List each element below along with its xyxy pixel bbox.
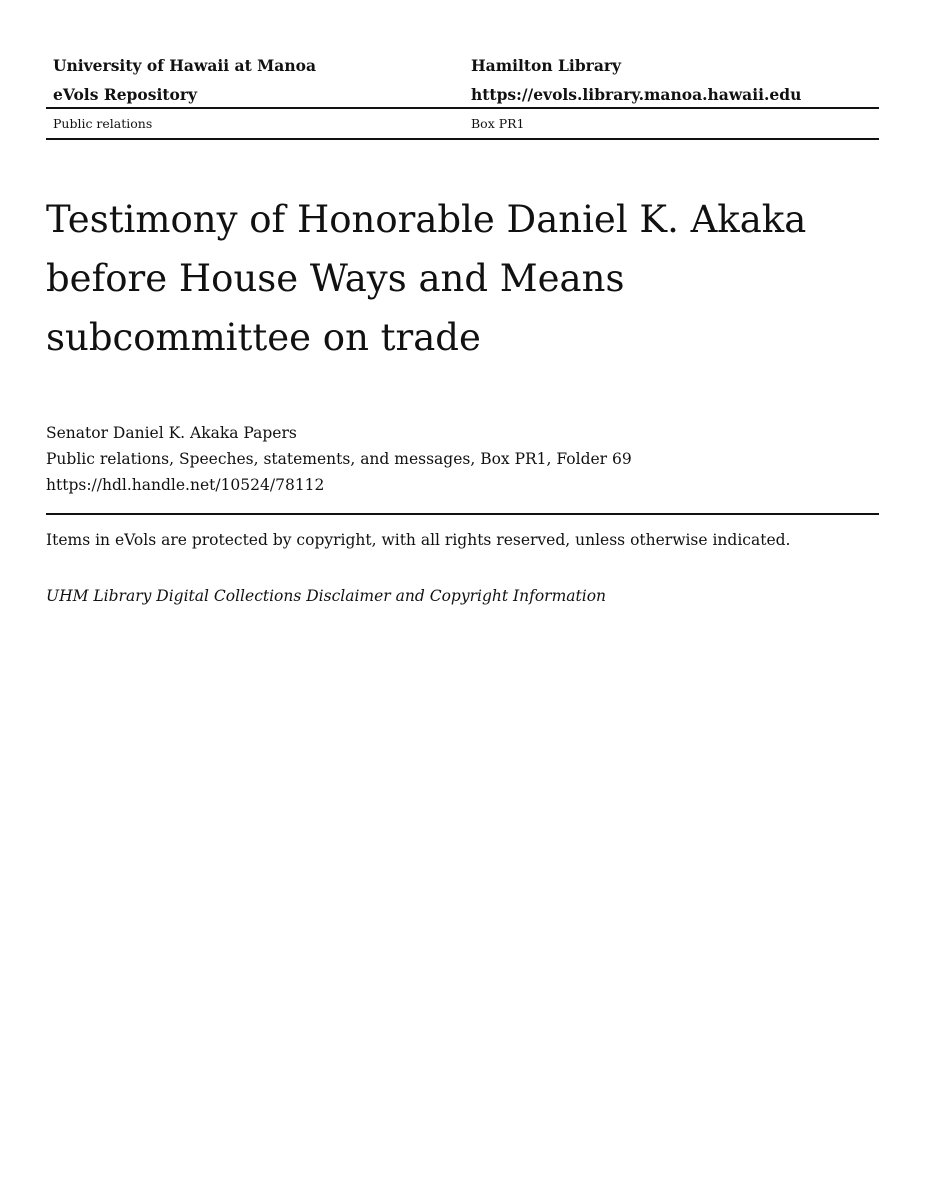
header-row-2 bbox=[46, 81, 879, 109]
institution-name: University of Hawaii at Manoa bbox=[53, 56, 316, 75]
document-metadata bbox=[46, 420, 879, 498]
header-row-1 bbox=[46, 50, 879, 81]
repository-url-link[interactable]: https://evols.library.manoa.hawaii.edu bbox=[471, 84, 802, 104]
box-label: Box PR1 bbox=[471, 116, 525, 131]
disclaimer-link[interactable]: UHM Library Digital Collections Disclaimer and Copyright Information bbox=[46, 587, 607, 605]
document-title: Testimony of Honorable Daniel K. Akaka before House Ways and Means subcommittee on trade bbox=[46, 198, 807, 359]
collection-series: Public relations bbox=[53, 116, 153, 131]
repository-name: eVols Repository bbox=[53, 84, 198, 104]
collection-name: Senator Daniel K. Akaka Papers bbox=[46, 424, 297, 442]
divider bbox=[46, 513, 879, 515]
library-name: Hamilton Library bbox=[471, 56, 622, 75]
handle-link[interactable]: https://hdl.handle.net/10524/78112 bbox=[46, 476, 325, 494]
header-row-3 bbox=[46, 109, 879, 140]
repository-header bbox=[46, 50, 879, 140]
rights-statement: Items in eVols are protected by copyright, with all rights reserved, unless otherwise indicated. bbox=[46, 531, 791, 549]
folder-location: Public relations, Speeches, statements, and messages, Box PR1, Folder 69 bbox=[46, 450, 632, 468]
